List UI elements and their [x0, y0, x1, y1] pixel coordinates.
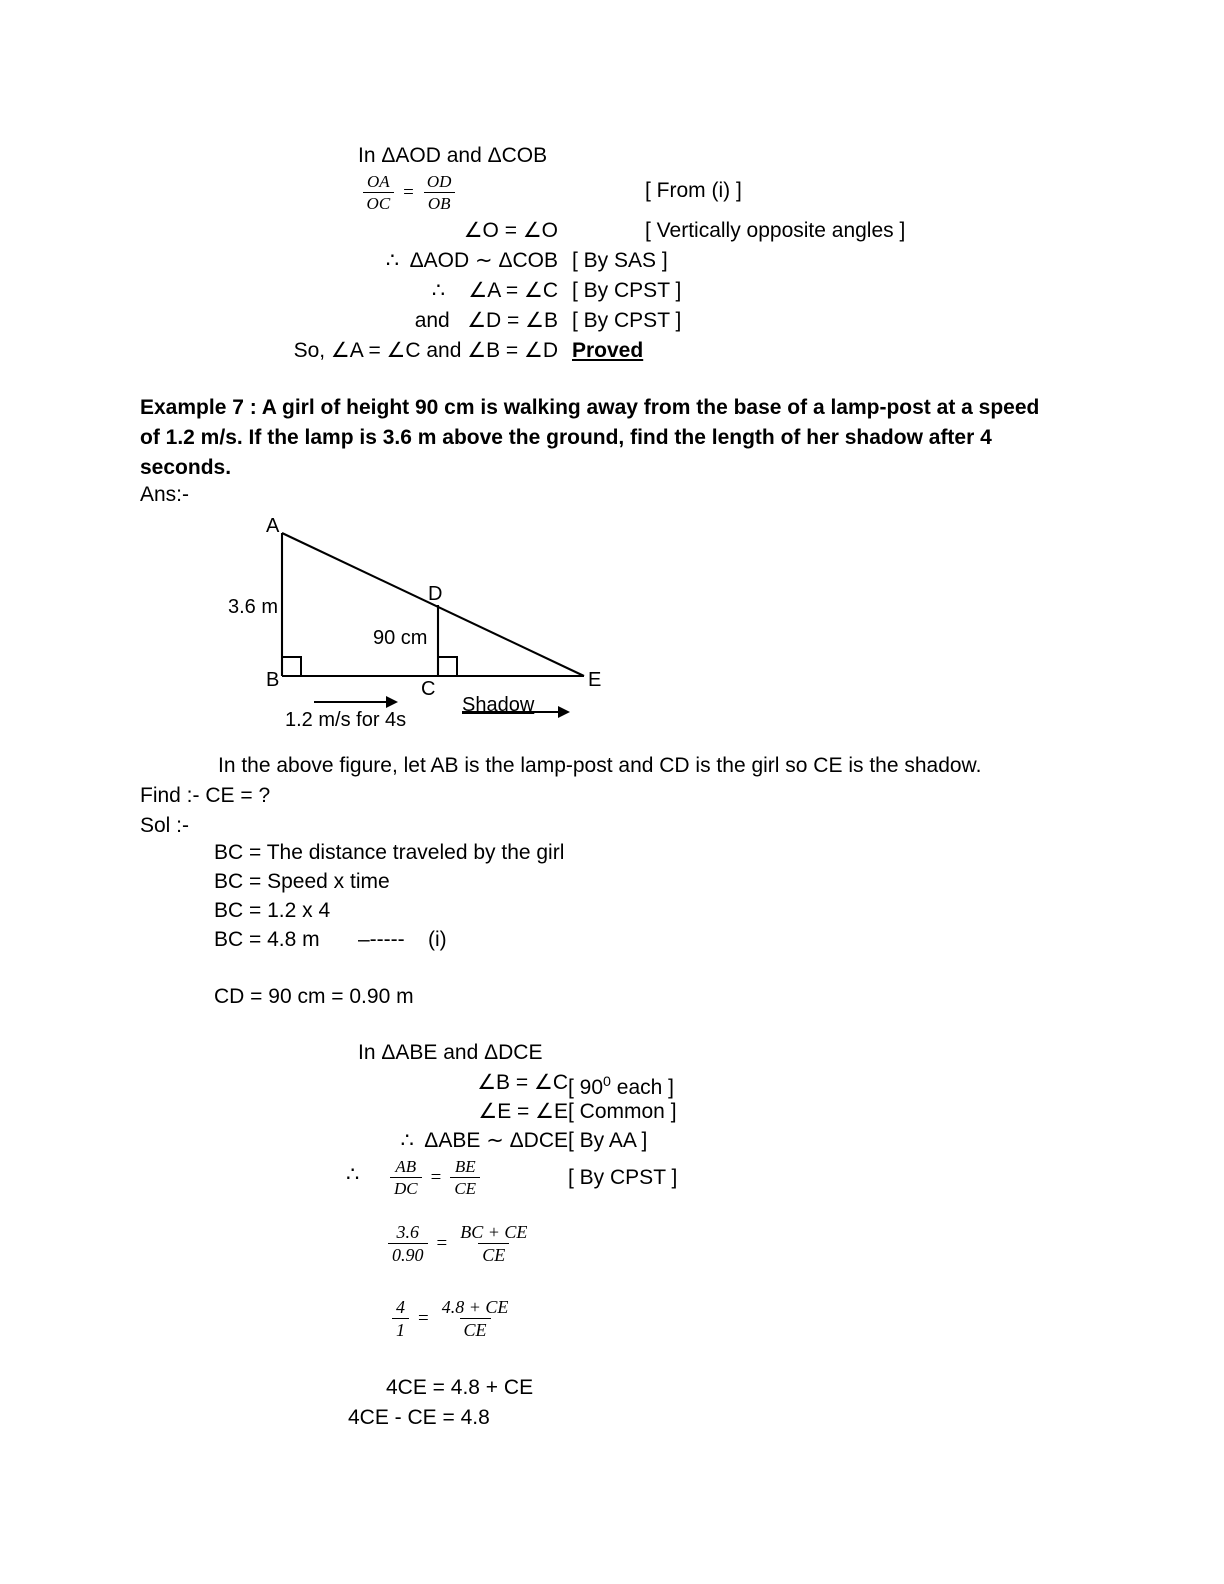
example-heading: Example 7 : A girl of height 90 cm is walking away from the base of a lamp-post at a speed of 1.2 m/s. If the lamp is 3.6 m above the ground, find the length of her shadow after 4 seconds.	[140, 396, 1040, 479]
cd-line: CD = 90 cm = 0.90 m	[214, 985, 414, 1008]
proof-top-fraction-statement	[258, 172, 560, 213]
equation-one	[386, 1222, 533, 1265]
proof-bottom-statement-1: ∠E = ∠E	[478, 1100, 568, 1123]
therefore-symbol-ratio: ∴	[346, 1163, 360, 1186]
fraction-4p8-plus-ce-over-ce: $\frac{4.8 + CE}{CE}$	[441, 1297, 509, 1341]
proof-bottom-title: In ΔABE and ΔDCE	[358, 1041, 543, 1064]
vertex-label-D: D	[428, 583, 443, 605]
lamp-height-label: 3.6 m	[228, 596, 279, 618]
fraction-od-over-ob: $\frac{OD}{OB}$	[423, 172, 456, 213]
equals-sign: =	[418, 1307, 429, 1329]
equals-sign: =	[436, 1232, 448, 1254]
proof-bottom-statement-2: ∴ ΔABE ∼ ΔDCE	[400, 1129, 568, 1152]
proof-bottom-reason-1: [ Common ]	[568, 1100, 677, 1123]
working-line-2: BC = 1.2 x 4	[214, 899, 331, 922]
proof-top-reason-1: [ By SAS ]	[572, 249, 668, 272]
reason-post: each ]	[610, 1076, 675, 1099]
fraction-ab-over-dc: $\frac{AB}{DC}$	[390, 1157, 422, 1198]
final-line-1: 4CE - CE = 4.8	[348, 1406, 490, 1429]
fraction-be-over-ce: $\frac{BE}{CE}$	[450, 1157, 480, 1198]
lamp-post-shadow-diagram	[200, 505, 650, 740]
proof-top-statement-1: ∴ ΔAOD ∼ ΔCOB	[385, 249, 558, 272]
proof-top-reason-from-i: [ From (i) ]	[645, 179, 742, 202]
bc-ref-number: (i)	[428, 928, 447, 951]
answer-label: Ans:-	[140, 483, 190, 506]
equation-two	[390, 1297, 514, 1340]
proof-bottom-reason-2: [ By AA ]	[568, 1129, 648, 1152]
proof-top-reason-3: [ By CPST ]	[572, 309, 682, 332]
shadow-label: Shadow	[462, 694, 535, 716]
diagram-svg	[200, 505, 650, 740]
proof-top-statement-4: So, ∠A = ∠C and ∠B = ∠D	[293, 339, 558, 362]
working-line-1: BC = Speed x time	[214, 870, 390, 893]
bc-result: BC = 4.8 m	[214, 928, 320, 951]
fraction-4-over-1: $\frac{4}{1}$	[392, 1297, 409, 1340]
girl-height-label: 90 cm	[373, 627, 428, 649]
proof-top-reason-0: [ Vertically opposite angles ]	[645, 219, 906, 242]
proved-label: Proved	[572, 339, 644, 362]
final-line-0: 4CE = 4.8 + CE	[386, 1376, 534, 1399]
figure-note: In the above figure, let AB is the lamp-post and CD is the girl so CE is the shadow.	[218, 754, 982, 777]
fraction-bc-plus-ce-over-ce: $\frac{BC + CE}{CE}$	[460, 1222, 528, 1266]
degree-superscript: 0	[603, 1074, 611, 1090]
walk-arrow-head	[386, 696, 398, 708]
reason-pre: [ 90	[568, 1076, 604, 1099]
fraction-oa-over-oc: $\frac{OA}{OC}$	[363, 172, 395, 213]
proof-top-title: In ΔAOD and ΔCOB	[358, 144, 548, 167]
sol-line: Sol :-	[140, 814, 190, 837]
right-angle-mark-C	[438, 657, 457, 676]
shadow-arrow-head	[558, 706, 570, 718]
proof-bottom-statement-0: ∠B = ∠C	[477, 1071, 568, 1094]
vertex-label-B: B	[266, 669, 280, 691]
equals-sign: =	[430, 1166, 442, 1188]
bc-ref-dash: –-----	[358, 928, 405, 951]
vertex-label-C: C	[421, 678, 436, 700]
equals-sign: =	[403, 181, 414, 203]
ratio-ab-dc-be-ce	[388, 1157, 482, 1198]
proof-top-reason-2: [ By CPST ]	[572, 279, 682, 302]
walk-speed-label: 1.2 m/s for 4s	[285, 709, 407, 731]
right-angle-mark-B	[282, 657, 301, 676]
vertex-label-A: A	[266, 515, 280, 537]
find-line: Find :- CE = ?	[140, 784, 271, 807]
working-line-0: BC = The distance traveled by the girl	[214, 841, 565, 864]
vertex-label-E: E	[588, 669, 602, 691]
proof-top-statement-2: ∴ ∠A = ∠C	[431, 279, 558, 302]
proof-top-statement-3: and ∠D = ∠B	[414, 309, 558, 332]
proof-top-statement-0: ∠O = ∠O	[463, 219, 558, 242]
fraction-3p6-over-0p90: $\frac{3.6}{0.90}$	[388, 1222, 428, 1265]
proof-bottom-reason-ratio: [ By CPST ]	[568, 1166, 678, 1189]
